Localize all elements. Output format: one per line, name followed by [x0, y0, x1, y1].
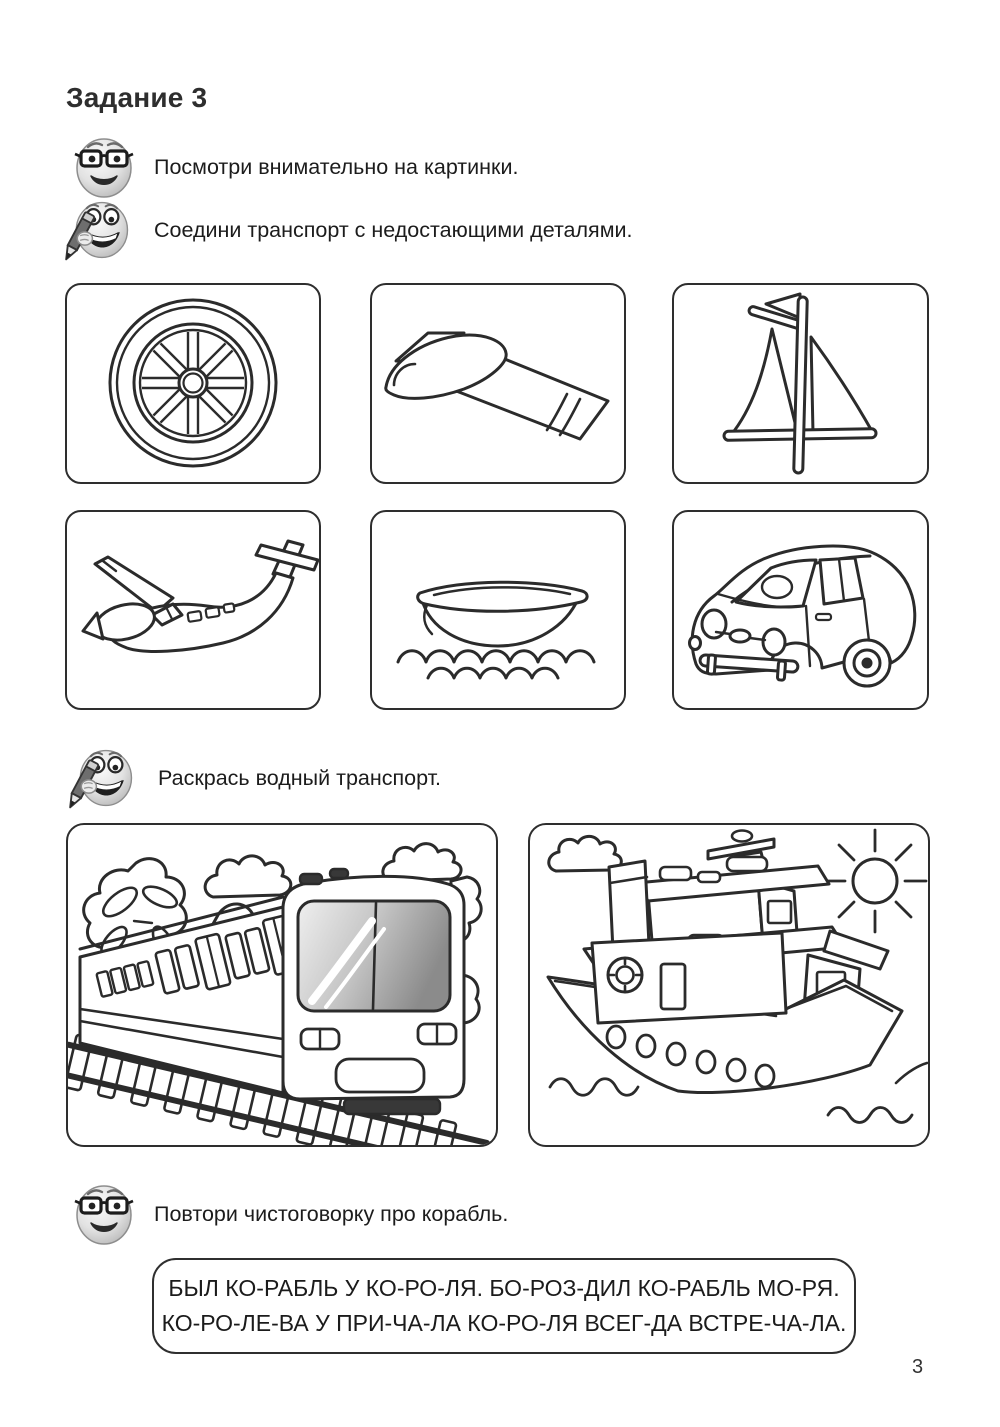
instruction-text: Раскрась водный транспорт.	[158, 765, 442, 790]
wheel-drawing	[67, 285, 319, 482]
instruction-text: Посмотри внимательно на картинки.	[154, 154, 519, 179]
page-title: Задание 3	[66, 82, 208, 113]
coloring-box-ship	[528, 823, 930, 1147]
instruction-row-look	[68, 131, 518, 203]
airplane-wing-drawing	[372, 285, 624, 482]
ship-drawing	[530, 825, 928, 1145]
instruction-row-repeat	[68, 1178, 508, 1250]
page-number: 3	[912, 1356, 924, 1378]
face-with-pencil-icon	[64, 742, 144, 814]
grid-cell-wing	[370, 283, 626, 484]
car-drawing	[674, 512, 927, 708]
instruction-row-color	[64, 742, 441, 814]
rhyme-line-2: КО-РО-ЛЕ-ВА У ПРИ-ЧА-ЛА КО-РО-ЛЯ ВСЕГ-ДА ВСТРЕ-ЧА-ЛА.	[161, 1310, 847, 1336]
face-with-glasses-icon	[68, 131, 140, 203]
coloring-box-train	[66, 823, 498, 1147]
grid-cell-boat	[370, 510, 626, 710]
grid-cell-plane	[65, 510, 321, 710]
face-with-pencil-icon	[60, 194, 140, 266]
face-with-glasses-icon	[68, 1178, 140, 1250]
rhyme-line-1: БЫЛ КО-РАБЛЬ У КО-РО-ЛЯ. БО-РОЗ-ДИЛ КО-РАБЛЬ МО-РЯ.	[168, 1275, 840, 1302]
instruction-text: Соедини транспорт с недостающими деталями.	[154, 217, 633, 242]
grid-cell-sails	[672, 283, 929, 484]
airplane-drawing	[67, 512, 319, 708]
train-drawing	[68, 825, 496, 1145]
instruction-text: Повтори чистоговорку про корабль.	[154, 1201, 509, 1226]
instruction-row-connect	[60, 194, 632, 266]
grid-cell-wheel	[65, 283, 321, 484]
rhyme-box	[152, 1258, 856, 1354]
sails-drawing	[674, 285, 927, 482]
grid-cell-car	[672, 510, 929, 710]
boat-hull-drawing	[372, 512, 624, 708]
